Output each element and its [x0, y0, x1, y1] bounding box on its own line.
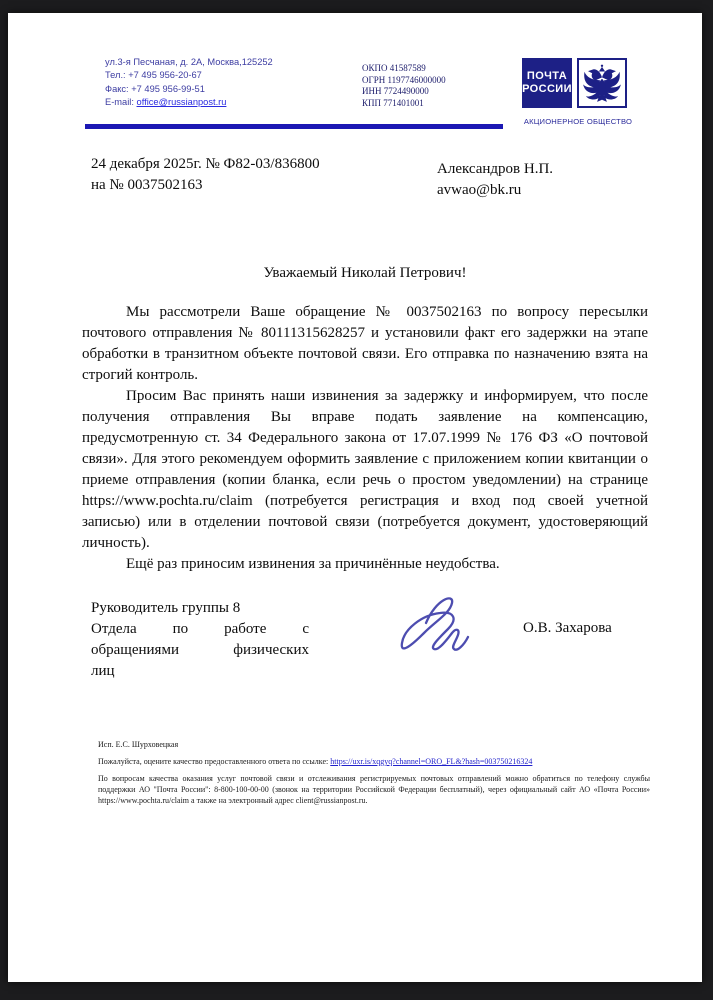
sender-email-line	[105, 96, 273, 109]
letter-page	[8, 13, 702, 982]
joint-stock-company-label: АКЦИОНЕРНОЕ ОБЩЕСТВО	[523, 117, 633, 126]
letter-body	[82, 302, 648, 575]
reference-block	[91, 154, 320, 196]
signer-position-line-1: Руководитель группы 8	[91, 600, 241, 616]
sender-fax: Факс: +7 495 956-99-51	[105, 83, 205, 94]
sender-email-link[interactable]: office@russianpost.ru	[136, 97, 227, 108]
body-paragraph-3: Ещё раз приносим извинения за причинённые неудобства.	[126, 556, 500, 572]
registry-codes-block	[362, 63, 446, 109]
footer-info-paragraph: По вопросам качества оказания услуг почтовой связи и отслеживания регистрируемых почтовых отправлений можно обратиться по телефону службы поддержки АО "Почта России": 8-800-100-00-00 (звонок на территории Российской Федерации бесплатный), через официальный сайт АО «Почта России» https://www.pochta.ru/claim а также на электронный адрес client@russianpost.ru.	[98, 774, 650, 805]
sender-address: ул.3-я Песчаная, д. 2А, Москва,125252	[105, 57, 273, 67]
pochta-rossii-wordmark	[522, 58, 572, 108]
body-paragraph-1: Мы рассмотрели Ваше обращение № 0037502163 по вопросу пересылки почтового отправления № 80111315628257 и установили факт его задержки на этапе обработки в транзитном объекте почтовой связи. Его отправка по назначению взята на строгий контроль.	[82, 304, 648, 383]
signer-position-line-4: лиц	[91, 663, 115, 679]
header-divider-rule	[85, 124, 503, 129]
pochta-rossii-logo	[522, 58, 662, 126]
ogrn: ОГРН 1197746000000	[362, 74, 446, 85]
feedback-line	[98, 757, 532, 766]
recipient-block	[437, 159, 553, 201]
inn: ИНН 7724490000	[362, 86, 429, 97]
double-eagle-icon	[581, 62, 623, 104]
logo-row	[522, 58, 662, 108]
signer-position-line-3: обращениями физических	[91, 642, 309, 658]
logo-word-1: ПОЧТА	[526, 70, 568, 82]
logo-word-2: РОССИИ	[522, 83, 572, 95]
okpo: ОКПО 41587589	[362, 63, 426, 73]
signer-position-line-2: Отдела по работе с	[91, 621, 309, 637]
recipient-email: avwao@bk.ru	[437, 182, 522, 198]
executor-line: Исп. Е.С. Шурховецкая	[98, 740, 179, 749]
outgoing-ref-line: 24 декабря 2025г. № Ф82-03/836800	[91, 156, 320, 172]
handwritten-signature	[388, 587, 488, 677]
eagle-emblem-box	[577, 58, 627, 108]
sender-phone: Тел.: +7 495 956-20-67	[105, 70, 202, 81]
recipient-name: Александров Н.П.	[437, 161, 554, 177]
signer-name: О.В. Захарова	[523, 620, 612, 636]
signer-position-block	[91, 598, 309, 682]
email-label: E-mail:	[105, 97, 134, 108]
feedback-label: Пожалуйста, оцените качество предоставленного ответа по ссылке:	[98, 757, 329, 766]
sender-contact-block	[105, 56, 273, 110]
salutation: Уважаемый Николай Петрович!	[263, 265, 467, 281]
incoming-ref-line: на № 0037502163	[91, 177, 203, 193]
body-paragraph-2: Просим Вас принять наши извинения за задержку и информируем, что после получения отправления Вы вправе подать заявление на компенсацию, предусмотренную ст. 34 Федерального закона от 17.07.1999 № 176 ФЗ «О почтовой связи». Для этого рекомендуем оформить заявление с приложением копии квитанции о приеме отправления (копии бланка, если речь о простом уведомлении) на странице https://www.pochta.ru/claim (потребуется регистрация и вход под своей учетной записью) или в отделении почтовой связи (потребуется документ, удостоверяющий личность).	[82, 388, 648, 551]
feedback-link[interactable]: https://uxr.is/xqgyq?channel=ORO_FL&?hash=003750216324	[330, 757, 533, 766]
kpp: КПП 771401001	[362, 97, 424, 108]
